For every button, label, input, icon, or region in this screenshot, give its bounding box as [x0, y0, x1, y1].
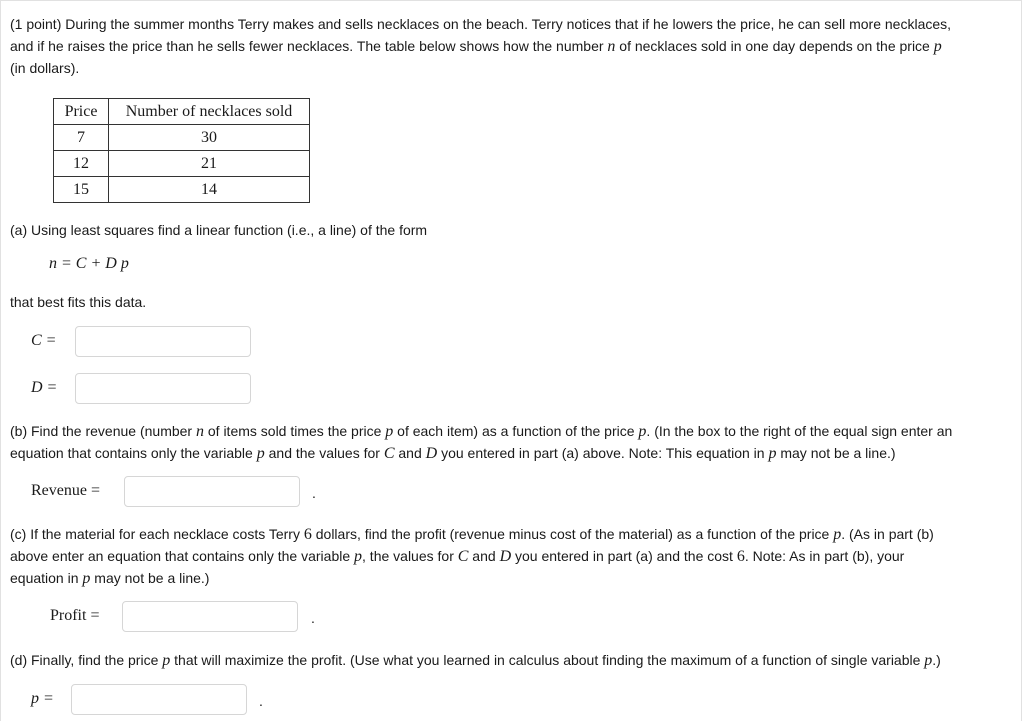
profit-label: Profit = — [50, 607, 100, 624]
revenue-answer-input[interactable] — [124, 476, 300, 507]
part-b-line-1: (b) Find the revenue (number n of items sold times the price p of each item) as a function of the price p. (In the box to the right of the equal sign enter an — [10, 423, 953, 440]
table-cell: 30 — [109, 125, 310, 151]
p-answer-input[interactable] — [71, 684, 247, 715]
d-answer-input[interactable] — [75, 373, 251, 404]
part-a-after: that best fits this data. — [10, 294, 147, 310]
part-b-line-2: equation that contains only the variable p and the values for C and D you entered in part (a) above. Note: This equation in p may not be a line.) — [10, 445, 896, 462]
part-c-line-1: (c) If the material for each necklace costs Terry 6 dollars, find the profit (revenue minus cost of the material) as a function of the price p. (As in part (b) — [10, 526, 934, 543]
d-label: D = — [31, 379, 58, 396]
revenue-period: . — [312, 485, 316, 501]
table-cell: 21 — [109, 151, 310, 177]
part-d-text: (d) Finally, find the price p that will maximize the profit. (Use what you learned in calculus about finding the maximum of a function of single variable p.) — [10, 652, 941, 669]
table-row — [54, 151, 310, 177]
table-header-row — [54, 99, 310, 125]
part-a-equation: n = C + D p — [49, 255, 129, 272]
profit-period: . — [311, 610, 315, 626]
intro-line-3: (in dollars). — [10, 60, 80, 76]
table-row — [54, 125, 310, 151]
profit-answer-input[interactable] — [122, 601, 298, 632]
table-cell: 12 — [54, 151, 109, 177]
table-header-number: Number of necklaces sold — [109, 99, 310, 125]
part-a-text: (a) Using least squares find a linear function (i.e., a line) of the form — [10, 222, 428, 238]
table-cell: 7 — [54, 125, 109, 151]
p-label: p = — [31, 690, 54, 707]
part-c-line-3: equation in p may not be a line.) — [10, 570, 210, 587]
revenue-label: Revenue = — [31, 482, 100, 499]
table-header-price: Price — [54, 99, 109, 125]
part-c-line-2: above enter an equation that contains only the variable p, the values for C and D you entered in part (a) and the cost 6. Note: As in part (b), your — [10, 548, 905, 565]
table-cell: 15 — [54, 177, 109, 203]
p-period: . — [259, 693, 263, 709]
c-label: C = — [31, 332, 57, 349]
intro-line-1: (1 point) During the summer months Terry makes and sells necklaces on the beach. Terry notices that if he lowers the price, he can sell more necklaces, — [10, 16, 952, 32]
c-answer-input[interactable] — [75, 326, 251, 357]
table-cell: 14 — [109, 177, 310, 203]
table-row — [54, 177, 310, 203]
price-table — [53, 98, 310, 203]
intro-line-2: and if he raises the price than he sells fewer necklaces. The table below shows how the number n of necklaces sold in one day depends on the price p — [10, 38, 942, 55]
